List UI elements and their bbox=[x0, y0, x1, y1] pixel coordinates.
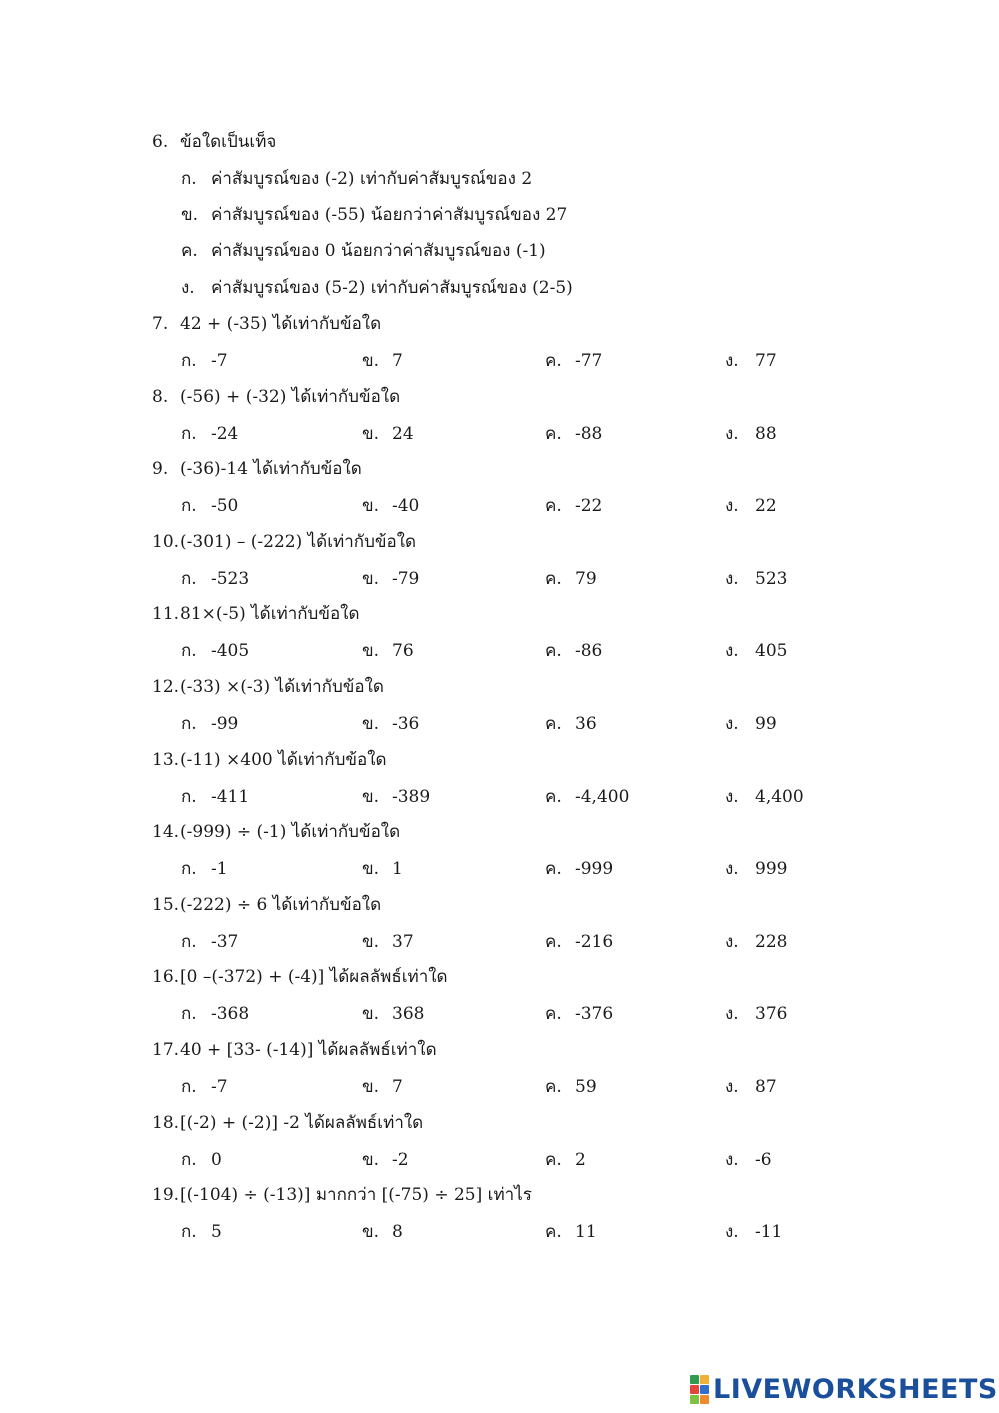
option-label: ง. bbox=[725, 786, 739, 807]
option-label: ง. bbox=[725, 496, 739, 517]
option-label: ข. bbox=[362, 423, 380, 444]
option-value: -7 bbox=[211, 1077, 228, 1097]
option-value: 1 bbox=[392, 859, 403, 880]
option-value: 405 bbox=[755, 641, 788, 662]
question-18 bbox=[152, 1109, 423, 1136]
option-text: ค่าสัมบูรณ์ของ (-2) เท่ากับค่าสัมบูรณ์ของ 2 bbox=[211, 169, 533, 189]
q14-option-c[interactable] bbox=[545, 855, 613, 882]
q8-option-d[interactable] bbox=[725, 420, 777, 447]
question-text: 42 + (-35) ได้เท่ากับข้อใด bbox=[180, 314, 382, 334]
q6-option-b[interactable] bbox=[181, 201, 567, 228]
option-value: -22 bbox=[575, 496, 603, 517]
option-value: -411 bbox=[211, 786, 250, 807]
option-text: ค่าสัมบูรณ์ของ (5-2) เท่ากับค่าสัมบูรณ์ของ (2-5) bbox=[211, 278, 573, 298]
q10-option-c[interactable] bbox=[545, 565, 597, 592]
option-text: ค่าสัมบูรณ์ของ 0 น้อยกว่าค่าสัมบูรณ์ของ (-1) bbox=[211, 241, 546, 261]
option-label: ง. bbox=[725, 859, 739, 880]
question-number: 7. bbox=[152, 314, 169, 334]
q17-option-a[interactable] bbox=[181, 1073, 228, 1100]
option-label: ก. bbox=[181, 1222, 197, 1243]
option-label: ง. bbox=[725, 714, 739, 734]
option-value: 2 bbox=[575, 1149, 586, 1170]
q17-option-b[interactable] bbox=[362, 1073, 403, 1100]
q7-option-d[interactable] bbox=[725, 347, 777, 374]
question-number: 9. bbox=[152, 459, 169, 480]
option-value: 79 bbox=[575, 568, 597, 589]
q7-option-b[interactable] bbox=[362, 347, 403, 374]
option-label: ข. bbox=[362, 641, 380, 662]
option-value: -24 bbox=[211, 423, 239, 444]
option-value: -1 bbox=[211, 859, 228, 880]
q6-option-a[interactable] bbox=[181, 165, 532, 192]
option-label: ข. bbox=[362, 1004, 380, 1025]
question-15 bbox=[152, 891, 381, 918]
option-value: -376 bbox=[575, 1004, 614, 1025]
option-label: ก. bbox=[181, 641, 197, 662]
q16-option-c[interactable] bbox=[545, 1000, 613, 1027]
q6-option-c[interactable] bbox=[181, 237, 546, 264]
option-value: 24 bbox=[392, 423, 414, 444]
question-11 bbox=[152, 600, 360, 627]
question-10 bbox=[152, 528, 416, 555]
q12-option-a[interactable] bbox=[181, 710, 238, 737]
option-value: 11 bbox=[575, 1222, 597, 1243]
option-label: ค. bbox=[545, 423, 562, 444]
question-number: 19. bbox=[152, 1185, 180, 1206]
question-8 bbox=[152, 383, 400, 410]
option-value: 0 bbox=[211, 1149, 222, 1170]
question-text: [(-104) ÷ (-13)] มากกว่า [(-75) ÷ 25] เท่าไร bbox=[180, 1185, 532, 1206]
logo-block bbox=[690, 1385, 699, 1394]
option-value: -77 bbox=[575, 351, 603, 371]
q13-option-a[interactable] bbox=[181, 783, 249, 810]
option-value: -2 bbox=[392, 1149, 409, 1170]
question-9 bbox=[152, 455, 362, 482]
q18-option-a[interactable] bbox=[181, 1146, 222, 1173]
brand-name: LIVEWORKSHEETS bbox=[713, 1373, 998, 1405]
option-label: ค. bbox=[545, 351, 562, 371]
option-label: ข. bbox=[362, 1222, 380, 1243]
option-value: 7 bbox=[392, 351, 403, 371]
option-value: 999 bbox=[755, 859, 788, 880]
option-label: ค. bbox=[545, 859, 562, 880]
question-number: 15. bbox=[152, 894, 180, 915]
question-text: 40 + [33- (-14)] ได้ผลลัพธ์เท่าใด bbox=[180, 1040, 437, 1060]
option-label: ง. bbox=[725, 1222, 739, 1243]
question-text: [(-2) + (-2)] -2 ได้ผลลัพธ์เท่าใด bbox=[180, 1112, 424, 1133]
option-value: -6 bbox=[755, 1149, 772, 1170]
option-label: ค. bbox=[545, 786, 562, 807]
logo-block bbox=[700, 1385, 709, 1394]
q16-option-d[interactable] bbox=[725, 1000, 787, 1027]
logo-block bbox=[690, 1375, 699, 1384]
q16-option-b[interactable] bbox=[362, 1000, 424, 1027]
option-label: ค. bbox=[545, 641, 562, 662]
option-label: ค. bbox=[545, 568, 562, 589]
question-number: 16. bbox=[152, 967, 180, 988]
option-value: -50 bbox=[211, 496, 239, 517]
option-label: ง. bbox=[725, 931, 739, 952]
option-value: 228 bbox=[755, 931, 788, 952]
question-number: 13. bbox=[152, 749, 180, 770]
q11-option-d[interactable] bbox=[725, 637, 787, 664]
option-value: -79 bbox=[392, 568, 420, 589]
q10-option-d[interactable] bbox=[725, 565, 787, 592]
option-label: ก. bbox=[181, 351, 197, 371]
option-label: ข. bbox=[362, 931, 380, 952]
q9-option-a[interactable] bbox=[181, 492, 238, 519]
q14-option-b[interactable] bbox=[362, 855, 403, 882]
option-value: -999 bbox=[575, 859, 614, 880]
q15-option-d[interactable] bbox=[725, 928, 787, 955]
option-value: -7 bbox=[211, 351, 228, 371]
question-number: 10. bbox=[152, 531, 180, 552]
option-label: ข. bbox=[362, 714, 380, 734]
option-label: ค. bbox=[545, 1222, 562, 1243]
liveworksheets-logo bbox=[690, 1372, 998, 1406]
option-value: 87 bbox=[755, 1077, 777, 1097]
q16-option-a[interactable] bbox=[181, 1000, 249, 1027]
question-text: (-301) – (-222) ได้เท่ากับข้อใด bbox=[180, 531, 417, 552]
q13-option-d[interactable] bbox=[725, 783, 804, 810]
q13-option-c[interactable] bbox=[545, 783, 629, 810]
q15-option-b[interactable] bbox=[362, 928, 414, 955]
q19-option-a[interactable] bbox=[181, 1218, 222, 1245]
q6-option-d[interactable] bbox=[181, 274, 573, 301]
option-label: ข. bbox=[362, 859, 380, 880]
option-value: 59 bbox=[575, 1077, 597, 1097]
option-label: ข. bbox=[362, 786, 380, 807]
q7-option-a[interactable] bbox=[181, 347, 228, 374]
q8-option-a[interactable] bbox=[181, 420, 238, 447]
q8-option-c[interactable] bbox=[545, 420, 602, 447]
option-label: ง. bbox=[725, 1149, 739, 1170]
q15-option-a[interactable] bbox=[181, 928, 238, 955]
question-17 bbox=[152, 1036, 437, 1063]
option-value: 37 bbox=[392, 931, 414, 952]
option-value: 376 bbox=[755, 1004, 788, 1025]
option-label: ก. bbox=[181, 931, 197, 952]
option-value: 88 bbox=[755, 423, 777, 444]
option-label: ก. bbox=[181, 1004, 197, 1025]
q18-option-d[interactable] bbox=[725, 1146, 772, 1173]
option-label: ง. bbox=[725, 1004, 739, 1025]
option-value: 368 bbox=[392, 1004, 425, 1025]
option-value: -36 bbox=[392, 714, 420, 734]
q19-option-b[interactable] bbox=[362, 1218, 403, 1245]
option-label: ง. bbox=[181, 278, 195, 298]
question-number: 12. bbox=[152, 677, 180, 697]
logo-block bbox=[700, 1395, 709, 1404]
question-text: (-56) + (-32) ได้เท่ากับข้อใด bbox=[180, 386, 401, 407]
question-6 bbox=[152, 128, 276, 155]
option-value: -40 bbox=[392, 496, 420, 517]
question-number: 6. bbox=[152, 132, 169, 152]
question-text: (-222) ÷ 6 ได้เท่ากับข้อใด bbox=[180, 894, 382, 915]
q12-option-d[interactable] bbox=[725, 710, 777, 737]
q12-option-c[interactable] bbox=[545, 710, 597, 737]
option-value: -389 bbox=[392, 786, 431, 807]
question-12 bbox=[152, 673, 384, 700]
q9-option-d[interactable] bbox=[725, 492, 777, 519]
option-value: -99 bbox=[211, 714, 239, 734]
option-value: -37 bbox=[211, 931, 239, 952]
q10-option-b[interactable] bbox=[362, 565, 419, 592]
option-label: ค. bbox=[545, 714, 562, 734]
q9-option-c[interactable] bbox=[545, 492, 602, 519]
option-label: ก. bbox=[181, 568, 197, 589]
option-label: ข. bbox=[362, 1149, 380, 1170]
q12-option-b[interactable] bbox=[362, 710, 419, 737]
option-label: ก. bbox=[181, 169, 197, 189]
question-text: (-33) ×(-3) ได้เท่ากับข้อใด bbox=[180, 677, 384, 697]
q17-option-d[interactable] bbox=[725, 1073, 777, 1100]
q11-option-a[interactable] bbox=[181, 637, 249, 664]
option-value: 8 bbox=[392, 1222, 403, 1243]
option-value: 22 bbox=[755, 496, 777, 517]
q19-option-c[interactable] bbox=[545, 1218, 597, 1245]
q19-option-d[interactable] bbox=[725, 1218, 782, 1245]
option-value: 7 bbox=[392, 1077, 403, 1097]
option-value: -11 bbox=[755, 1222, 783, 1243]
q14-option-a[interactable] bbox=[181, 855, 228, 882]
question-text: [0 –(-372) + (-4)] ได้ผลลัพธ์เท่าใด bbox=[180, 967, 448, 988]
option-value: 4,400 bbox=[755, 786, 804, 807]
option-label: ก. bbox=[181, 1077, 197, 1097]
option-value: 5 bbox=[211, 1222, 222, 1243]
option-label: ก. bbox=[181, 786, 197, 807]
q15-option-c[interactable] bbox=[545, 928, 613, 955]
option-label: ง. bbox=[725, 568, 739, 589]
logo-block bbox=[690, 1395, 699, 1404]
option-label: ข. bbox=[362, 351, 380, 371]
question-19 bbox=[152, 1181, 532, 1208]
option-label: ค. bbox=[181, 241, 198, 261]
option-value: -4,400 bbox=[575, 786, 630, 807]
question-number: 18. bbox=[152, 1112, 180, 1133]
q11-option-b[interactable] bbox=[362, 637, 414, 664]
option-label: ก. bbox=[181, 714, 197, 734]
question-text: 81×(-5) ได้เท่ากับข้อใด bbox=[180, 604, 360, 625]
option-label: ก. bbox=[181, 859, 197, 880]
question-13 bbox=[152, 746, 387, 773]
option-label: ค. bbox=[545, 496, 562, 517]
option-value: -86 bbox=[575, 641, 603, 662]
option-label: ข. bbox=[362, 496, 380, 517]
question-text: (-11) ×400 ได้เท่ากับข้อใด bbox=[180, 749, 387, 770]
question-7 bbox=[152, 310, 381, 337]
option-label: ข. bbox=[362, 568, 380, 589]
option-label: ก. bbox=[181, 423, 197, 444]
q14-option-d[interactable] bbox=[725, 855, 787, 882]
option-label: ค. bbox=[545, 1004, 562, 1025]
option-value: 523 bbox=[755, 568, 788, 589]
question-text: (-36)-14 ได้เท่ากับข้อใด bbox=[180, 459, 362, 480]
question-16 bbox=[152, 963, 448, 990]
option-label: ง. bbox=[725, 351, 739, 371]
q13-option-b[interactable] bbox=[362, 783, 430, 810]
option-value: 77 bbox=[755, 351, 777, 371]
option-value: -405 bbox=[211, 641, 250, 662]
option-label: ง. bbox=[725, 423, 739, 444]
question-number: 17. bbox=[152, 1040, 180, 1060]
q17-option-c[interactable] bbox=[545, 1073, 597, 1100]
option-value: -216 bbox=[575, 931, 614, 952]
question-text: ข้อใดเป็นเท็จ bbox=[180, 132, 277, 152]
option-label: ง. bbox=[725, 641, 739, 662]
option-label: ข. bbox=[362, 1077, 380, 1097]
q11-option-c[interactable] bbox=[545, 637, 602, 664]
logo-block bbox=[700, 1375, 709, 1384]
option-value: 99 bbox=[755, 714, 777, 734]
q9-option-b[interactable] bbox=[362, 492, 419, 519]
question-text: (-999) ÷ (-1) ได้เท่ากับข้อใด bbox=[180, 822, 401, 843]
q8-option-b[interactable] bbox=[362, 420, 414, 447]
option-label: ก. bbox=[181, 496, 197, 517]
option-label: ข. bbox=[181, 205, 199, 225]
option-label: ก. bbox=[181, 1149, 197, 1170]
option-value: -88 bbox=[575, 423, 603, 444]
option-value: 76 bbox=[392, 641, 414, 662]
option-label: ง. bbox=[725, 1077, 739, 1097]
option-text: ค่าสัมบูรณ์ของ (-55) น้อยกว่าค่าสัมบูรณ์ของ 27 bbox=[211, 205, 568, 225]
question-14 bbox=[152, 818, 400, 845]
q10-option-a[interactable] bbox=[181, 565, 249, 592]
q7-option-c[interactable] bbox=[545, 347, 602, 374]
option-label: ค. bbox=[545, 1077, 562, 1097]
q18-option-b[interactable] bbox=[362, 1146, 409, 1173]
q18-option-c[interactable] bbox=[545, 1146, 586, 1173]
option-value: 36 bbox=[575, 714, 597, 734]
question-number: 14. bbox=[152, 822, 180, 843]
option-label: ค. bbox=[545, 1149, 562, 1170]
option-value: -523 bbox=[211, 568, 250, 589]
question-number: 11. bbox=[152, 604, 180, 625]
option-label: ค. bbox=[545, 931, 562, 952]
brand-blocks-icon bbox=[690, 1375, 709, 1404]
question-number: 8. bbox=[152, 386, 169, 407]
option-value: -368 bbox=[211, 1004, 250, 1025]
